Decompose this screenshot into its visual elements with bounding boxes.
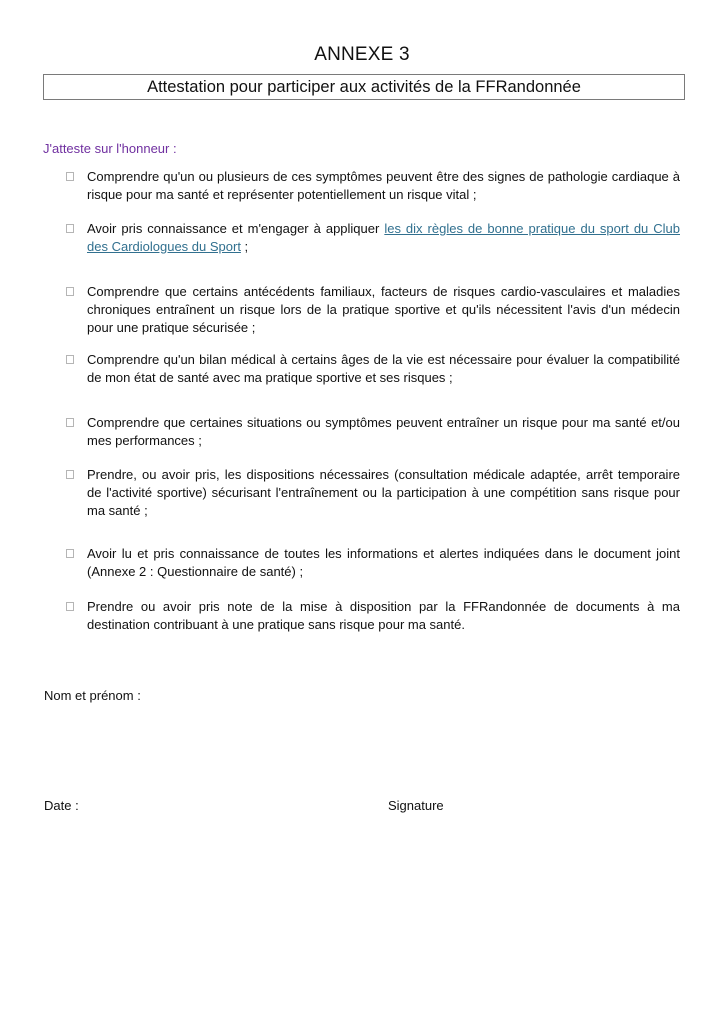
checkbox-icon[interactable] — [66, 224, 74, 233]
item-text: Avoir lu et pris connaissance de toutes les informations et alertes indiquées dans le document joint (Annexe 2 : Questionnaire de santé) ; — [87, 546, 680, 579]
date-field-label: Date : — [44, 798, 79, 813]
item-text: Prendre, ou avoir pris, les dispositions nécessaires (consultation médicale adaptée, arrêt temporaire de l'activité sportive) sécurisant l'entraînement ou la participation à une compétition sans risque pour ma santé ; — [87, 467, 680, 518]
checkbox-icon[interactable] — [66, 418, 74, 427]
checkbox-icon[interactable] — [66, 602, 74, 611]
attestation-item — [66, 414, 680, 450]
attestation-item — [66, 351, 680, 387]
checkbox-icon[interactable] — [66, 549, 74, 558]
item-text — [87, 220, 680, 256]
item-text: Comprendre que certains antécédents familiaux, facteurs de risques cardio-vasculaires et maladies chroniques entraînent un risque lors de la pratique sportive et qu'ils nécessitent l'avis d'un médecin pour une pratique sécurisée ; — [87, 284, 680, 335]
annex-title: ANNEXE 3 — [314, 44, 410, 65]
attestation-item — [66, 168, 680, 204]
attestation-item — [66, 283, 680, 337]
checkbox-icon[interactable] — [66, 172, 74, 181]
attestation-item — [66, 545, 680, 581]
item-text-before: Avoir pris connaissance et m'engager à appliquer — [87, 221, 385, 236]
attestation-item — [66, 598, 680, 634]
item-text-after: ; — [240, 239, 249, 254]
item-text: Comprendre qu'un ou plusieurs de ces symptômes peuvent être des signes de pathologie cardiaque à risque pour ma santé et représenter potentiellement un risque vital ; — [87, 169, 680, 202]
item-text: Comprendre que certaines situations ou symptômes peuvent entraîner un risque pour ma santé et/ou mes performances ; — [87, 415, 680, 448]
checkbox-icon[interactable] — [66, 470, 74, 479]
name-field-label: Nom et prénom : — [44, 688, 141, 703]
attestation-item — [66, 220, 680, 256]
attestation-subtitle: Attestation pour participer aux activités de la FFRandonnée — [43, 74, 685, 100]
checkbox-icon[interactable] — [66, 355, 74, 364]
attest-heading: J'atteste sur l'honneur : — [43, 141, 177, 156]
checkbox-icon[interactable] — [66, 287, 74, 296]
item-text: Prendre ou avoir pris note de la mise à disposition par la FFRandonnée de documents à ma destination contribuant à une pratique sans risque pour ma santé. — [87, 599, 680, 632]
cardiology-rules-link[interactable]: les dix règles de bonne pratique du sport du Club des Cardiologues du Sport — [87, 221, 680, 254]
signature-field-label: Signature — [388, 798, 444, 813]
attestation-item — [66, 466, 680, 520]
item-text: Comprendre qu'un bilan médical à certains âges de la vie est nécessaire pour évaluer la compatibilité de mon état de santé avec ma pratique sportive et ses risques ; — [87, 352, 680, 385]
